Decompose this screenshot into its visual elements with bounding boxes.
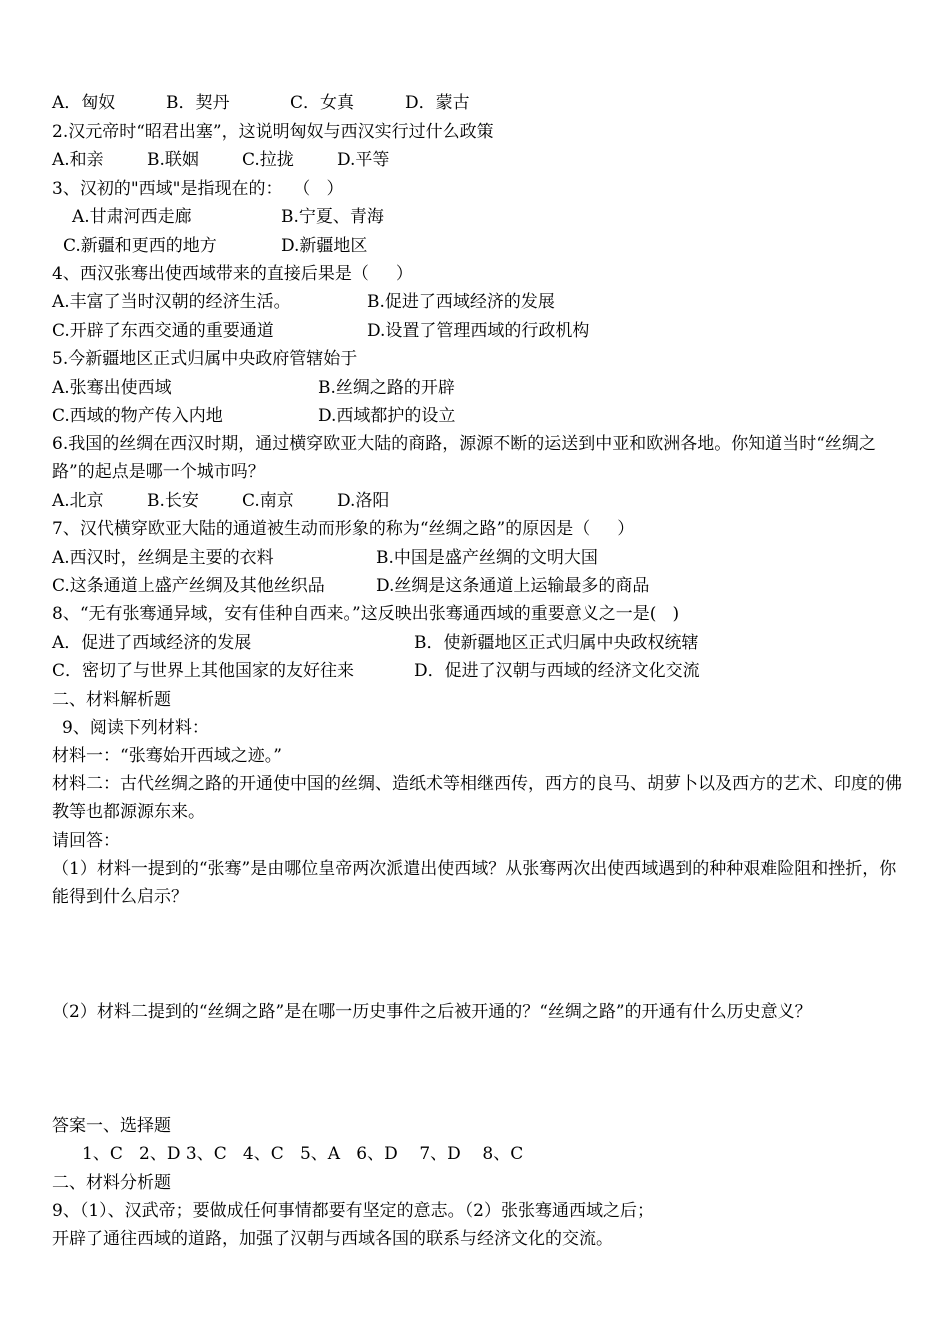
- q1-option-d: D．蒙古: [405, 93, 470, 113]
- q1-option-b: B．契丹: [166, 93, 230, 113]
- q2-option-d: D.平等: [337, 150, 390, 170]
- q8-option-a: A．促进了西域经济的发展: [52, 633, 252, 653]
- q8-stem: 8、“无有张骞通异域，安有佳种自西来。”这反映出张骞通西域的重要意义之一是( ): [52, 604, 680, 624]
- q2-stem: 2.汉元帝时“昭君出塞”，这说明匈奴与西汉实行过什么政策: [52, 122, 494, 142]
- q1-option-c: C．女真: [290, 93, 355, 113]
- q2-option-c: C.拉拢: [242, 150, 294, 170]
- q8-option-c: C．密切了与世界上其他国家的友好往来: [52, 661, 355, 681]
- q6-stem: 6.我国的丝绸在西汉时期，通过横穿欧亚大陆的商路，源源不断的运送到中亚和欧洲各地。你知道当时“丝绸之路”的起点是哪一个城市吗？: [52, 434, 876, 482]
- q9-material2: 材料二：古代丝绸之路的开通使中国的丝绸、造纸术等相继西传，西方的良马、胡萝卜以及西方的艺术、印度的佛教等也都源源东来。: [52, 774, 902, 822]
- q6-option-a: A.北京: [52, 491, 104, 511]
- q7-option-c: C.这条通道上盛产丝绸及其他丝织品: [52, 576, 325, 596]
- q4-option-a: A.丰富了当时汉朝的经济生活。: [52, 292, 291, 312]
- answers-title: 答案一、选择题: [52, 1116, 171, 1136]
- q4-option-c: C.开辟了东西交通的重要通道: [52, 321, 274, 341]
- q6-option-b: B.长安: [147, 491, 199, 511]
- q5-option-a: A.张骞出使西域: [52, 378, 172, 398]
- q5-option-c: C.西域的物产传入内地: [52, 406, 223, 426]
- q6-option-d: D.洛阳: [337, 491, 390, 511]
- answers-section2: 二、材料分析题: [52, 1173, 171, 1193]
- q2-option-b: B.联姻: [147, 150, 199, 170]
- q4-option-b: B.促进了西域经济的发展: [367, 292, 555, 312]
- answers-choices: 1、C 2、D 3、C 4、C 5、A 6、D 7、D 8、C: [82, 1144, 524, 1164]
- q2-option-a: A.和亲: [52, 150, 104, 170]
- q1-option-a: A．匈奴: [52, 93, 116, 113]
- q9-prompt: 请回答：: [52, 831, 120, 851]
- q3-option-d: D.新疆地区: [281, 236, 368, 256]
- q5-option-b: B.丝绸之路的开辟: [318, 378, 455, 398]
- q7-option-a: A.西汉时，丝绸是主要的衣料: [52, 548, 274, 568]
- q5-option-d: D.西域都护的设立: [318, 406, 456, 426]
- q3-option-a: A.甘肃河西走廊: [72, 207, 192, 227]
- answers-line1: 9、（1）、汉武帝；要做成任何事情都要有坚定的意志。（2）张张骞通西域之后；: [52, 1201, 654, 1221]
- q3-option-b: B.宁夏、青海: [281, 207, 384, 227]
- q9-sub2: （2）材料二提到的“丝绸之路”是在哪一历史事件之后被开通的？“丝绸之路”的开通有什么历史意义？: [52, 1002, 812, 1022]
- q4-stem: 4、西汉张骞出使西域带来的直接后果是（ ）: [52, 264, 413, 284]
- q7-option-d: D.丝绸是这条通道上运输最多的商品: [376, 576, 650, 596]
- q3-stem: 3、汉初的"西域"是指现在的： （ ）: [52, 179, 344, 199]
- q9-material1: 材料一：“张骞始开西域之迹。”: [52, 746, 282, 766]
- q4-option-d: D.设置了管理西域的行政机构: [367, 321, 590, 341]
- q7-stem: 7、汉代横穿欧亚大陆的通道被生动而形象的称为“丝绸之路”的原因是（ ）: [52, 519, 635, 539]
- q8-option-d: D．促进了汉朝与西域的经济文化交流: [414, 661, 700, 681]
- section2-title: 二、材料解析题: [52, 690, 171, 710]
- q3-option-c: C.新疆和更西的地方: [63, 236, 217, 256]
- q7-option-b: B.中国是盛产丝绸的文明大国: [376, 548, 598, 568]
- q6-option-c: C.南京: [242, 491, 294, 511]
- q5-stem: 5.今新疆地区正式归属中央政府管辖始于: [52, 349, 358, 369]
- q9-sub1: （1）材料一提到的“张骞”是由哪位皇帝两次派遣出使西域？从张骞两次出使西域遇到的种种艰难险阻和挫折，你能得到什么启示？: [52, 859, 897, 907]
- q9-stem: 9、阅读下列材料：: [62, 718, 209, 738]
- answers-line2: 开辟了通往西域的道路，加强了汉朝与西域各国的联系与经济文化的交流。: [52, 1229, 613, 1249]
- q8-option-b: B．使新疆地区正式归属中央政权统辖: [414, 633, 699, 653]
